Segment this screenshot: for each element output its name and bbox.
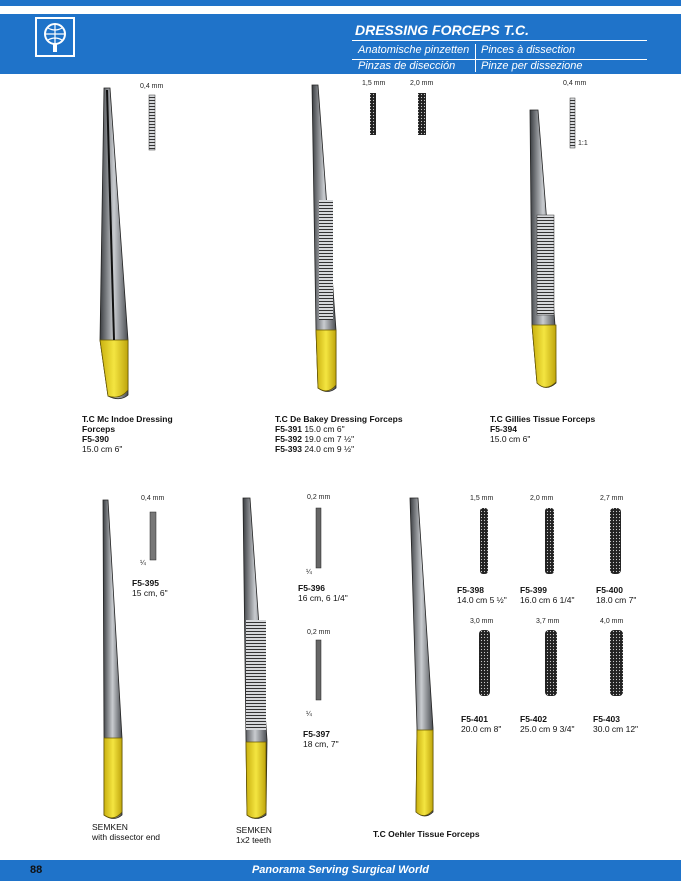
product-caption-f5-397 <box>303 729 339 749</box>
tip-size-label: 2,0 mm <box>530 495 554 502</box>
variant-caption <box>520 585 575 605</box>
product-caption-f5-395 <box>132 578 168 598</box>
product-caption-gillies <box>490 414 650 444</box>
product-caption-semken-teeth <box>236 825 272 845</box>
product-caption-semken-dissector <box>92 822 160 842</box>
tip-size-label: 0,4 mm <box>563 80 587 87</box>
product-name: T.C Mc Indoe Dressing Forceps <box>82 414 173 434</box>
product-size: 20.0 cm 8" <box>461 724 502 734</box>
product-size: 25.0 cm 9 3/4" <box>520 724 575 734</box>
tip-size-label: 1,5 mm <box>362 80 386 87</box>
tip-size-label: 3,0 mm <box>470 618 494 625</box>
product-name: T.C De Bakey Dressing Forceps <box>275 414 403 424</box>
product-size: 16 cm, 6 1/4" <box>298 593 348 603</box>
tip-size-label: 2,7 mm <box>600 495 624 502</box>
variant-caption <box>520 714 575 734</box>
scale-label: 1:1 <box>578 140 588 147</box>
tip-size-label: 0,2 mm <box>307 494 331 501</box>
forceps-semken-teeth-image <box>243 498 321 819</box>
product-label: SEMKEN <box>92 822 128 832</box>
forceps-mcindoe-image <box>100 88 155 399</box>
tip-size-label: 2,0 mm <box>410 80 434 87</box>
page-title: DRESSING FORCEPS T.C. <box>355 22 529 38</box>
product-size: 15 cm, 6" <box>132 588 168 598</box>
product-code: F5-396 <box>298 583 325 593</box>
product-code: F5-395 <box>132 578 159 588</box>
variant-caption <box>461 714 501 734</box>
subtitle-italian: Pinze per dissezione <box>481 60 583 72</box>
tip-size-label: 0,4 mm <box>141 495 165 502</box>
product-size: 18 cm, 7" <box>303 739 339 749</box>
subtitle-german: Anatomische pinzetten <box>358 44 470 56</box>
scale-label: ¼ <box>306 711 312 718</box>
product-code: F5-392 <box>275 434 302 444</box>
product-label: SEMKEN <box>236 825 272 835</box>
product-sublabel: with dissector end <box>92 832 161 842</box>
page-number: 88 <box>30 864 43 876</box>
product-code: F5-401 <box>461 714 488 724</box>
product-caption-f5-396 <box>298 583 348 603</box>
product-size: 15.0 cm 6" <box>490 434 531 444</box>
product-size: 19.0 cm 7 ½" <box>304 434 355 444</box>
product-size: 14.0 cm 5 ½" <box>457 595 507 605</box>
subtitle-french: Pinces à dissection <box>481 44 576 56</box>
product-size: 15.0 cm 6" <box>82 444 123 454</box>
product-size: 30.0 cm 12" <box>593 724 639 734</box>
tip-size-label: 1,5 mm <box>470 495 494 502</box>
tip-size-label: 4,0 mm <box>600 618 624 625</box>
tip-size-label: 0,2 mm <box>307 629 331 636</box>
scale-label: ¼ <box>306 569 312 576</box>
forceps-debakey-image <box>312 85 426 392</box>
product-size: 24.0 cm 9 ½" <box>304 444 355 454</box>
variant-caption <box>457 585 507 605</box>
product-code: F5-391 <box>275 424 302 434</box>
product-size: 16.0 cm 6 1/4" <box>520 595 575 605</box>
product-name: T.C Oehler Tissue Forceps <box>373 829 480 839</box>
scale-label: ¼ <box>140 560 146 567</box>
product-size: 15.0 cm 6" <box>304 424 345 434</box>
variant-caption <box>593 714 638 734</box>
product-code: F5-393 <box>275 444 302 454</box>
forceps-oehler-image <box>410 498 623 816</box>
product-caption-oehler <box>373 829 480 839</box>
forceps-gillies-image <box>530 98 575 388</box>
product-code: F5-402 <box>520 714 547 724</box>
product-size: 18.0 cm 7" <box>596 595 637 605</box>
forceps-semken-dissector-image <box>103 500 156 819</box>
product-caption-mcindoe <box>82 414 192 454</box>
footer-tagline: Panorama Serving Surgical World <box>251 864 430 876</box>
variant-caption <box>596 585 636 605</box>
subtitle-spanish: Pinzas de disección <box>358 60 456 72</box>
product-name: T.C Gillies Tissue Forceps <box>490 414 596 424</box>
product-code: F5-397 <box>303 729 330 739</box>
product-code: F5-403 <box>593 714 620 724</box>
product-code: F5-400 <box>596 585 623 595</box>
product-code: F5-390 <box>82 434 109 444</box>
product-code: F5-399 <box>520 585 547 595</box>
tip-size-label: 3,7 mm <box>536 618 560 625</box>
tip-size-label: 0,4 mm <box>140 83 164 90</box>
product-code: F5-394 <box>490 424 517 434</box>
product-caption-debakey <box>275 414 435 454</box>
product-sublabel: 1x2 teeth <box>236 835 271 845</box>
product-code: F5-398 <box>457 585 484 595</box>
